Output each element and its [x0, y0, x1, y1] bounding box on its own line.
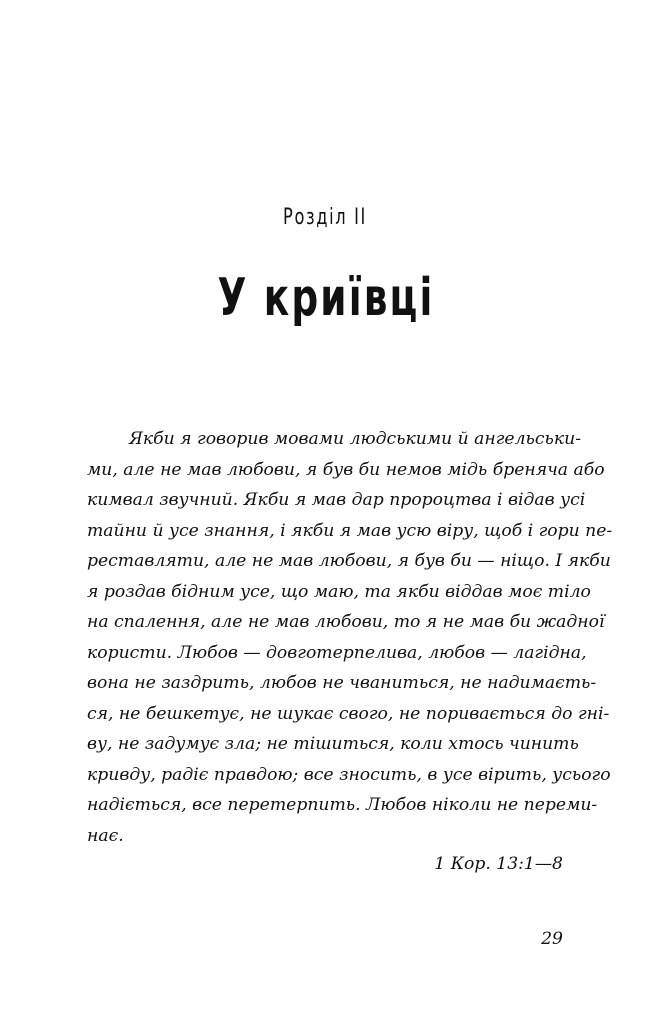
- epigraph-line: кимвал звучний. Якби я мав дар пророцтва і відав усі: [87, 490, 586, 510]
- epigraph-line: тайни й усе знання, і якби я мав усю віру, щоб і гори пе-: [87, 520, 613, 541]
- epigraph-line: я роздав бідним усе, що маю, та якби віддав моє тіло: [87, 581, 591, 602]
- epigraph-line: вона не заздрить, любов не чваниться, не надимаєть-: [87, 673, 597, 693]
- epigraph-line: користи. Любов — довготерпелива, любов — лагідна,: [87, 642, 587, 663]
- epigraph-line: ву, не задумує зла; не тішиться, коли хтось чинить: [87, 734, 579, 754]
- epigraph-line: нає.: [87, 825, 124, 846]
- epigraph-line: Якби я говорив мовами людськими й ангельськи-: [129, 429, 582, 449]
- epigraph-line: реставляти, але не мав любови, я був би — ніщо. І якби: [87, 551, 611, 571]
- epigraph-line: ся, не бешкетує, не шукає свого, не поривається до гні-: [87, 703, 610, 724]
- epigraph-text: [87, 424, 613, 851]
- chapter-title: У криївці: [217, 268, 435, 328]
- epigraph-line: ми, але не мав любови, я був би немов мідь бреняча або: [87, 459, 605, 480]
- scripture-reference: 1 Кор. 13:1—8: [434, 854, 563, 874]
- epigraph-line: кривду, радіє правдою; все зносить, в усе вірить, усього: [87, 764, 611, 785]
- epigraph-line: на спалення, але не мав любови, то я не мав би жадної: [87, 612, 605, 632]
- page-number: 29: [541, 929, 563, 949]
- chapter-label: Розділ II: [283, 205, 367, 230]
- epigraph-line: надіється, все перетерпить. Любов ніколи не переми-: [87, 795, 598, 815]
